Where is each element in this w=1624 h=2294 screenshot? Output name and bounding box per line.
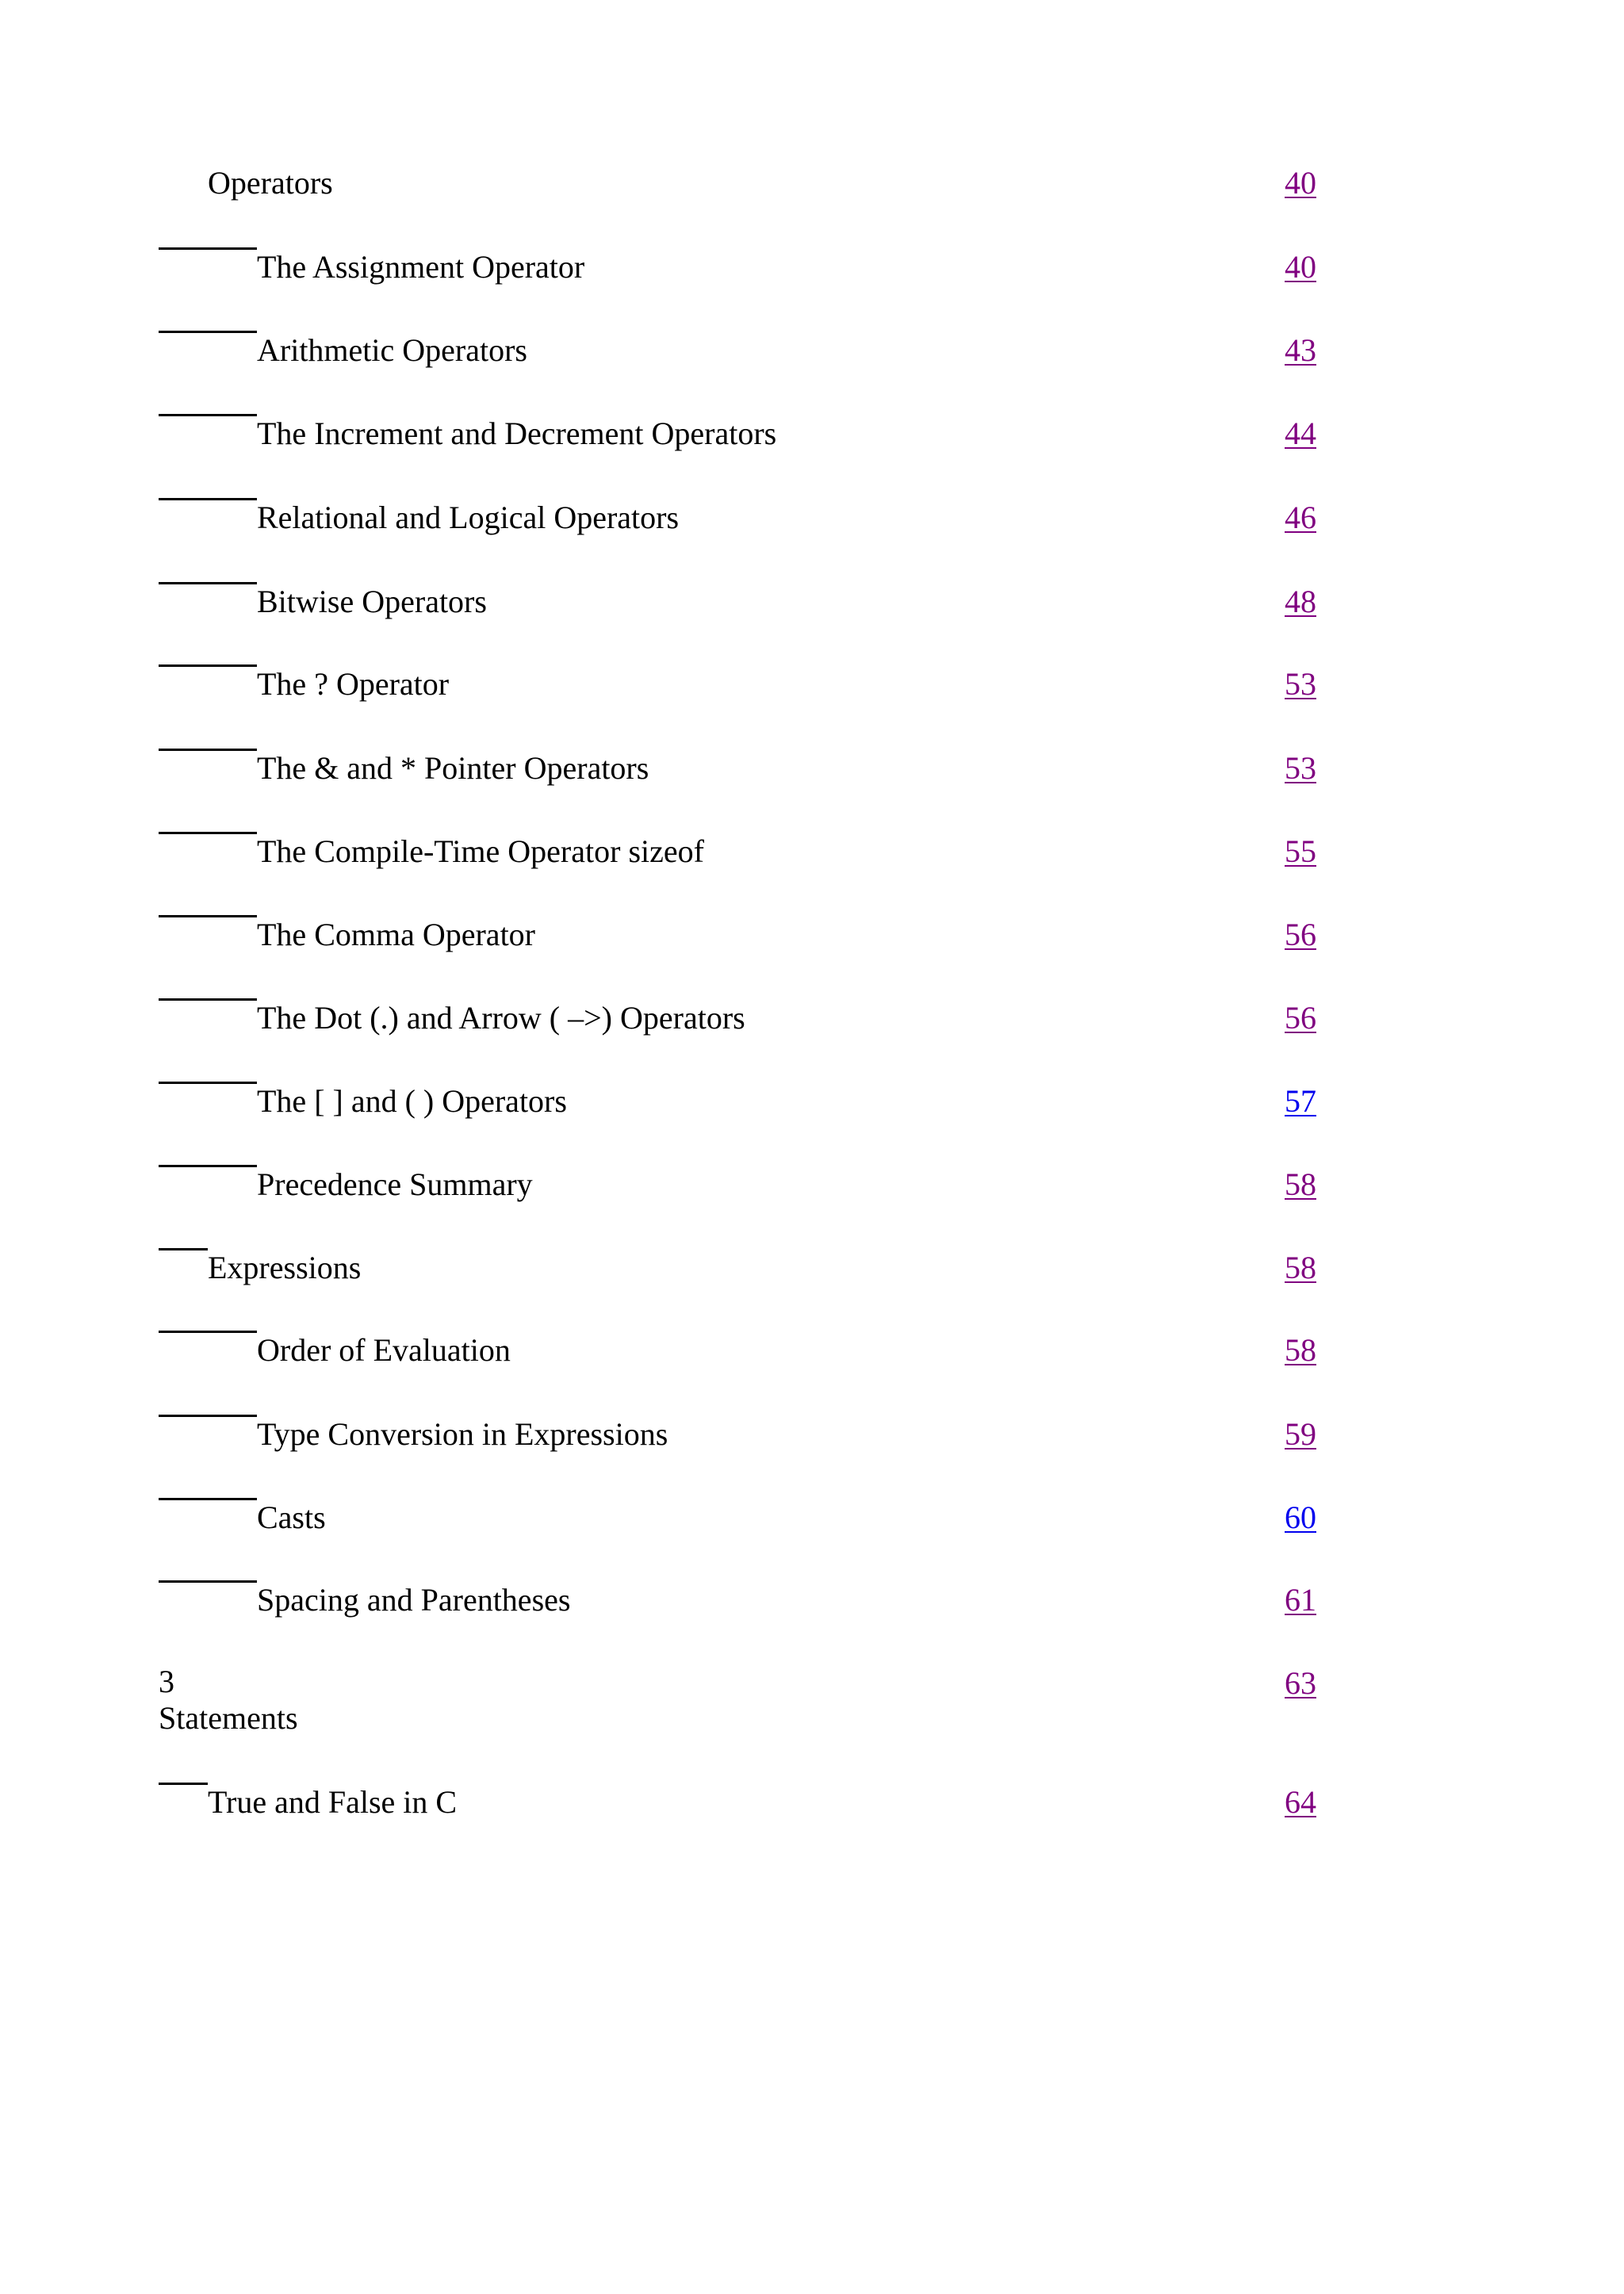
- toc-entry: [0, 498, 1624, 553]
- toc-entry: [0, 664, 1624, 720]
- toc-indent-rule: [159, 1783, 208, 1785]
- toc-indent-rule: [159, 1331, 257, 1333]
- toc-page-link[interactable]: 58: [1285, 1250, 1316, 1285]
- toc-page-link[interactable]: 40: [1285, 165, 1316, 201]
- toc-entry: [0, 915, 1624, 971]
- toc-entry-title: The Dot (.) and Arrow ( –>) Operators: [257, 1000, 745, 1036]
- toc-indent-rule: [159, 1165, 257, 1167]
- toc-entry: [0, 998, 1624, 1054]
- toc-indent-rule: [159, 247, 257, 250]
- toc-page-link[interactable]: 55: [1285, 833, 1316, 869]
- toc-entry: [0, 1165, 1624, 1220]
- toc-entry: [0, 1248, 1624, 1304]
- toc-entry-title: Relational and Logical Operators: [257, 500, 680, 535]
- toc-entry-title: True and False in C: [208, 1784, 458, 1820]
- toc-entry-title: Spacing and Parentheses: [257, 1582, 571, 1618]
- toc-page-link[interactable]: 40: [1285, 249, 1316, 285]
- toc-indent-rule: [159, 664, 257, 667]
- toc-page-link[interactable]: 58: [1285, 1166, 1316, 1202]
- toc-page-link[interactable]: 64: [1285, 1784, 1316, 1820]
- toc-page-link[interactable]: 56: [1285, 1000, 1316, 1036]
- toc-entry-title: Arithmetic Operators: [257, 332, 527, 368]
- toc-entry: [0, 1415, 1624, 1470]
- toc-entry-title: The Compile-Time Operator sizeof: [257, 833, 704, 869]
- toc-entry: [0, 1783, 1624, 1838]
- toc-entry: [0, 1082, 1624, 1137]
- toc-entry: [0, 414, 1624, 469]
- toc-chapter: [0, 1664, 1624, 1751]
- toc-entry-title: Order of Evaluation: [257, 1332, 511, 1368]
- toc-indent-rule: [159, 749, 257, 751]
- toc-entry-title: Precedence Summary: [257, 1166, 533, 1202]
- toc-entry-title: Operators: [208, 165, 333, 201]
- toc-indent-rule: [159, 331, 257, 333]
- toc-page-link[interactable]: 60: [1285, 1499, 1316, 1535]
- toc-entry: [0, 582, 1624, 638]
- toc-entry-title: The ? Operator: [257, 666, 450, 702]
- toc-entry: [0, 163, 1624, 219]
- chapter-number: 3: [159, 1664, 174, 1699]
- toc-entry: [0, 832, 1624, 887]
- toc-entry: [0, 331, 1624, 386]
- toc-entry-title: The & and * Pointer Operators: [257, 750, 649, 786]
- toc-entry-title: Casts: [257, 1499, 326, 1535]
- toc-page-link[interactable]: 53: [1285, 666, 1316, 702]
- toc-entry-title: Type Conversion in Expressions: [257, 1416, 668, 1452]
- chapter-title: Statements: [159, 1700, 298, 1736]
- toc-page-link[interactable]: 57: [1285, 1083, 1316, 1119]
- toc-page-link[interactable]: 56: [1285, 917, 1316, 952]
- toc-indent-rule: [159, 1498, 257, 1500]
- toc-page-link[interactable]: 53: [1285, 750, 1316, 786]
- toc-entry-title: Expressions: [208, 1250, 362, 1285]
- toc-page-link[interactable]: 58: [1285, 1332, 1316, 1368]
- toc-entry-title: The Increment and Decrement Operators: [257, 416, 777, 451]
- toc-entry-title: Bitwise Operators: [257, 584, 487, 619]
- toc-entry: [0, 749, 1624, 804]
- toc-entry: [0, 247, 1624, 303]
- toc-indent-rule: [159, 915, 257, 917]
- toc-entry-title: The Comma Operator: [257, 917, 535, 952]
- toc-indent-rule: [159, 1580, 257, 1583]
- toc-indent-rule: [159, 1082, 257, 1084]
- toc-page-link[interactable]: 43: [1285, 332, 1316, 368]
- toc-indent-rule: [159, 414, 257, 416]
- toc-indent-rule: [159, 582, 257, 584]
- toc-entry: [0, 1331, 1624, 1386]
- toc-indent-rule: [159, 1415, 257, 1417]
- toc-entry: [0, 1580, 1624, 1636]
- toc-entry-title: The Assignment Operator: [257, 249, 585, 285]
- toc-entry-title: The [ ] and ( ) Operators: [257, 1083, 567, 1119]
- toc-page-link[interactable]: 46: [1285, 500, 1316, 535]
- toc-indent-rule: [159, 498, 257, 500]
- toc-indent-rule: [159, 1248, 208, 1250]
- toc-page-link[interactable]: 48: [1285, 584, 1316, 619]
- toc-page-link[interactable]: 44: [1285, 416, 1316, 451]
- toc-indent-rule: [159, 832, 257, 834]
- toc-indent-rule: [159, 998, 257, 1001]
- toc-page-link[interactable]: 63: [1285, 1665, 1316, 1701]
- toc-page-link[interactable]: 59: [1285, 1416, 1316, 1452]
- toc-entry: [0, 1498, 1624, 1553]
- toc-page-link[interactable]: 61: [1285, 1582, 1316, 1618]
